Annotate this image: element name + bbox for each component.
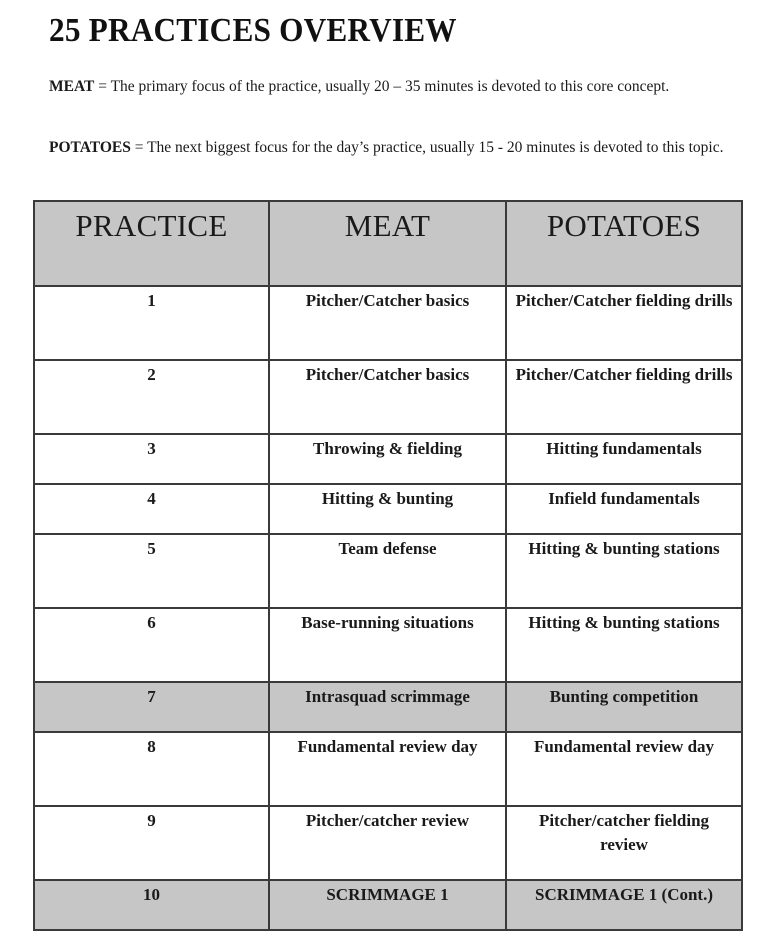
definition-term: POTATOES — [49, 139, 131, 156]
table-row — [34, 534, 742, 608]
practice-number: 2 — [34, 360, 269, 434]
column-header-meat: MEAT — [269, 201, 506, 286]
potatoes-cell: Hitting & bunting stations — [506, 608, 742, 682]
table-row — [34, 806, 742, 880]
table-header-row — [34, 201, 742, 286]
table-row — [34, 608, 742, 682]
definition-separator: = — [94, 78, 111, 95]
potatoes-cell: Fundamental review day — [506, 732, 742, 806]
table-row — [34, 732, 742, 806]
potatoes-cell: Pitcher/catcher fielding review — [506, 806, 742, 880]
potatoes-cell: Bunting competition — [506, 682, 742, 732]
table-row — [34, 484, 742, 534]
table-row — [34, 286, 742, 360]
practice-number: 7 — [34, 682, 269, 732]
meat-cell: Hitting & bunting — [269, 484, 506, 534]
definition-meat — [49, 77, 764, 97]
table-row — [34, 434, 742, 484]
practice-number: 8 — [34, 732, 269, 806]
table-row — [34, 360, 742, 434]
practice-number: 3 — [34, 434, 269, 484]
definition-text: The next biggest focus for the day’s practice, usually 15 - 20 minutes is devoted to this topic. — [147, 139, 724, 156]
potatoes-cell: Hitting fundamentals — [506, 434, 742, 484]
definition-text: The primary focus of the practice, usually 20 – 35 minutes is devoted to this core concept. — [110, 78, 670, 95]
meat-cell: Team defense — [269, 534, 506, 608]
meat-cell: SCRIMMAGE 1 — [269, 880, 506, 930]
practice-number: 1 — [34, 286, 269, 360]
practices-table — [33, 200, 743, 931]
page-title: 25 PRACTICES OVERVIEW — [49, 12, 457, 49]
definition-term: MEAT — [49, 78, 95, 95]
meat-cell: Throwing & fielding — [269, 434, 506, 484]
column-header-practice: PRACTICE — [34, 201, 269, 286]
practice-number: 4 — [34, 484, 269, 534]
practice-number: 10 — [34, 880, 269, 930]
potatoes-cell: Pitcher/Catcher fielding drills — [506, 360, 742, 434]
meat-cell: Pitcher/catcher review — [269, 806, 506, 880]
potatoes-cell: Pitcher/Catcher fielding drills — [506, 286, 742, 360]
potatoes-cell: Hitting & bunting stations — [506, 534, 742, 608]
meat-cell: Pitcher/Catcher basics — [269, 360, 506, 434]
meat-cell: Pitcher/Catcher basics — [269, 286, 506, 360]
table-row-highlighted — [34, 682, 742, 732]
practice-number: 6 — [34, 608, 269, 682]
potatoes-cell: SCRIMMAGE 1 (Cont.) — [506, 880, 742, 930]
practice-number: 5 — [34, 534, 269, 608]
potatoes-cell: Infield fundamentals — [506, 484, 742, 534]
table-row-highlighted — [34, 880, 742, 930]
meat-cell: Base-running situations — [269, 608, 506, 682]
practice-number: 9 — [34, 806, 269, 880]
column-header-potatoes: POTATOES — [506, 201, 742, 286]
practices-table-container — [33, 200, 741, 931]
meat-cell: Fundamental review day — [269, 732, 506, 806]
definition-potatoes — [49, 138, 764, 158]
meat-cell: Intrasquad scrimmage — [269, 682, 506, 732]
definition-separator: = — [130, 139, 148, 156]
